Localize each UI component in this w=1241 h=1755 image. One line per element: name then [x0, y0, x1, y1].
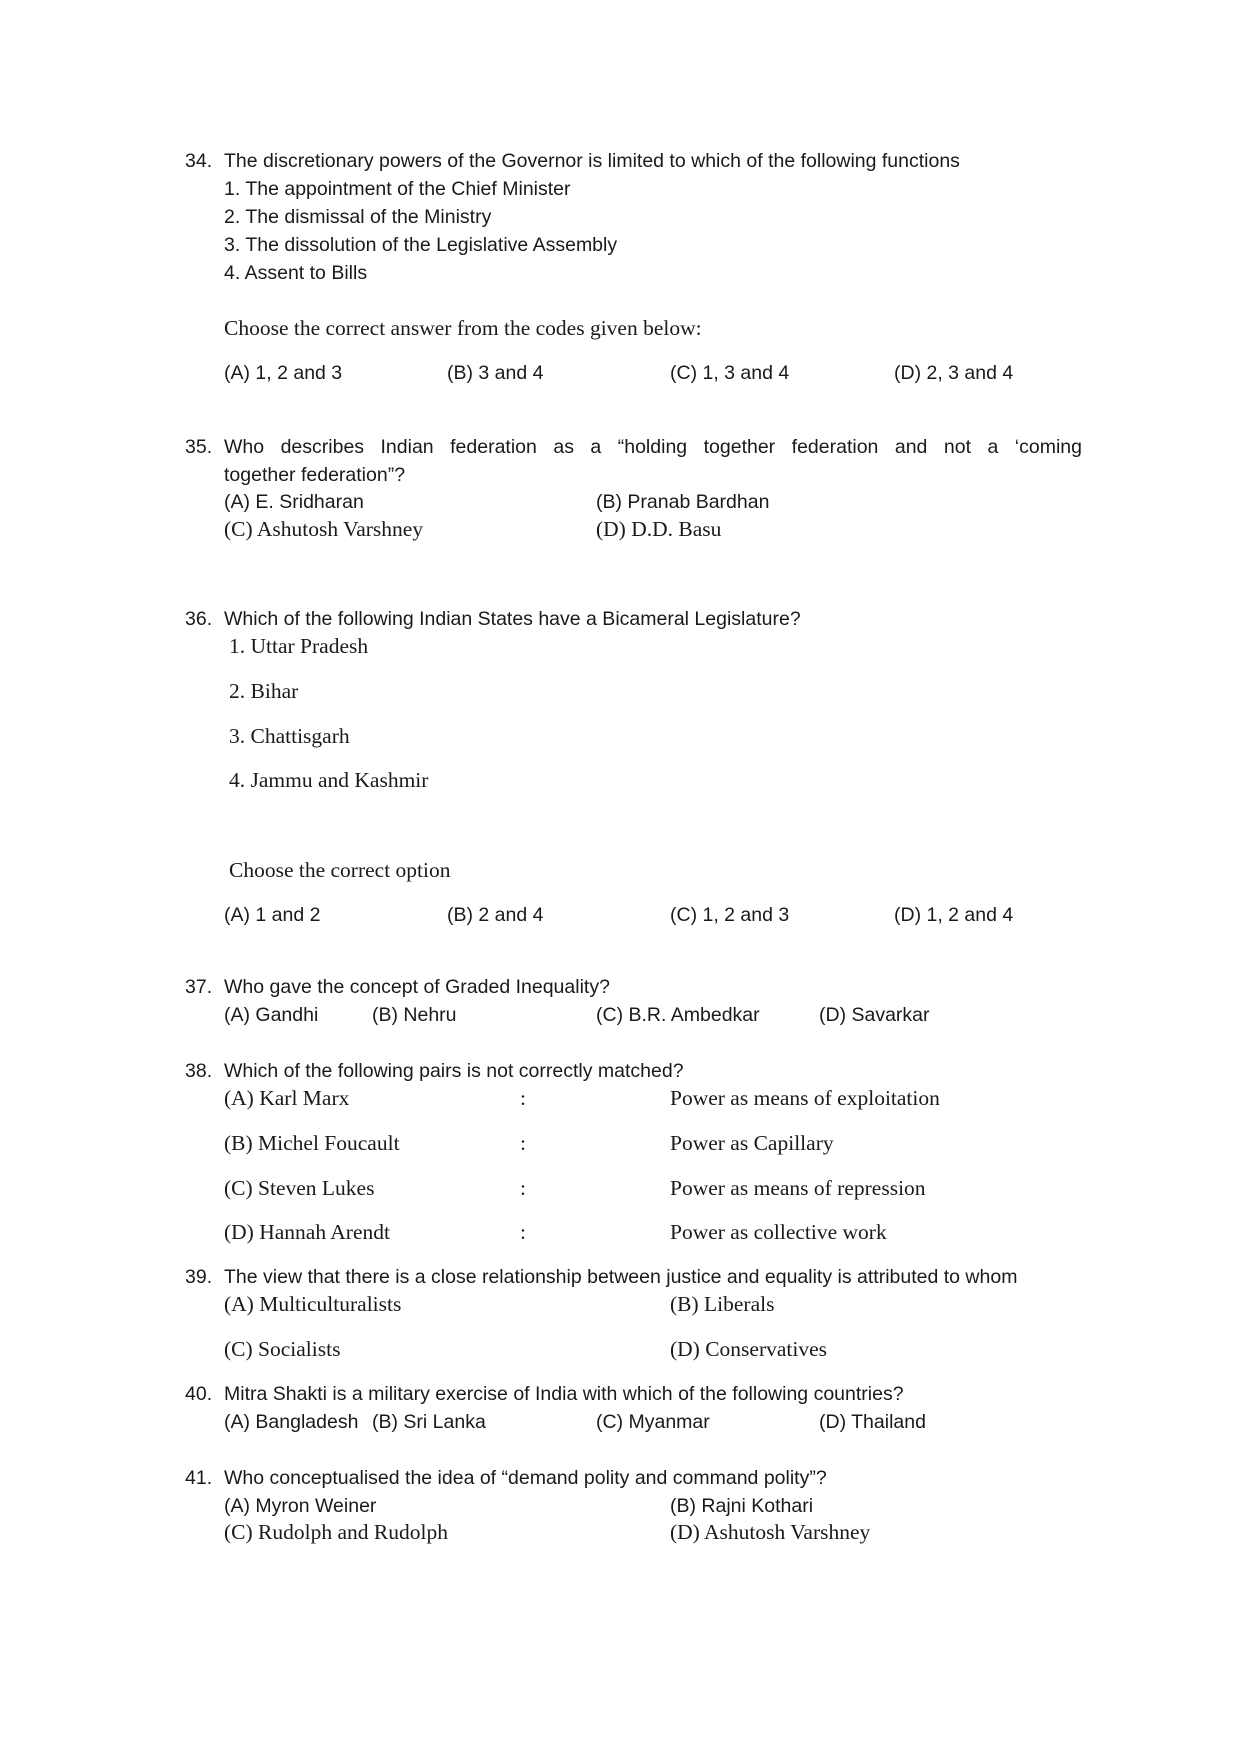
option-c: (C) 1, 2 and 3: [670, 904, 790, 926]
option-c: (C) Ashutosh Varshney: [224, 517, 424, 541]
option-a: (A) E. Sridharan: [224, 491, 364, 513]
option-a: (A) 1 and 2: [224, 904, 321, 926]
pair-right: Power as Capillary: [670, 1131, 834, 1155]
question-number: 38.: [185, 1060, 213, 1082]
pair-left: (C) Steven Lukes: [224, 1176, 375, 1200]
list-item: 2. The dismissal of the Ministry: [224, 206, 492, 228]
list-item: 4. Assent to Bills: [224, 262, 368, 284]
option-d: (D) 2, 3 and 4: [894, 362, 1014, 384]
question-text: The discretionary powers of the Governor is limited to which of the following functions: [224, 150, 960, 172]
option-c: (C) B.R. Ambedkar: [596, 1004, 760, 1026]
pair-separator: :: [520, 1220, 526, 1244]
question-text: Which of the following pairs is not correctly matched?: [224, 1060, 684, 1082]
option-b: (B) 2 and 4: [447, 904, 544, 926]
option-b: (B) Pranab Bardhan: [596, 491, 770, 513]
option-d: (D) 1, 2 and 4: [894, 904, 1014, 926]
option-c: (C) Socialists: [224, 1337, 341, 1361]
option-c: (C) Rudolph and Rudolph: [224, 1520, 448, 1544]
option-a: (A) Bangladesh: [224, 1411, 359, 1433]
question-number: 41.: [185, 1467, 213, 1489]
list-item: 3. The dissolution of the Legislative Assembly: [224, 234, 618, 256]
option-b: (B) Sri Lanka: [372, 1411, 486, 1433]
option-c: (C) Myanmar: [596, 1411, 710, 1433]
pair-separator: :: [520, 1131, 526, 1155]
pair-separator: :: [520, 1176, 526, 1200]
pair-separator: :: [520, 1086, 526, 1110]
option-d: (D) Conservatives: [670, 1337, 828, 1361]
question-text: The view that there is a close relationship between justice and equality is attributed to whom: [224, 1266, 1018, 1288]
option-a: (A) Gandhi: [224, 1004, 319, 1026]
option-d: (D) Ashutosh Varshney: [670, 1520, 871, 1544]
pair-right: Power as collective work: [670, 1220, 887, 1244]
option-c: (C) 1, 3 and 4: [670, 362, 790, 384]
list-item: 1. Uttar Pradesh: [229, 634, 369, 658]
option-b: (B) Nehru: [372, 1004, 457, 1026]
question-number: 36.: [185, 608, 213, 630]
option-b: (B) Rajni Kothari: [670, 1495, 814, 1517]
option-b: (B) Liberals: [670, 1292, 775, 1316]
question-text: Who gave the concept of Graded Inequality?: [224, 976, 610, 998]
option-d: (D) Thailand: [819, 1411, 926, 1433]
option-a: (A) 1, 2 and 3: [224, 362, 343, 384]
pair-left: (A) Karl Marx: [224, 1086, 350, 1110]
instruction: Choose the correct answer from the codes given below:: [224, 316, 702, 340]
list-item: 4. Jammu and Kashmir: [229, 768, 429, 792]
pair-right: Power as means of repression: [670, 1176, 926, 1200]
question-text: Who conceptualised the idea of “demand polity and command polity”?: [224, 1467, 827, 1489]
option-b: (B) 3 and 4: [447, 362, 544, 384]
pair-right: Power as means of exploitation: [670, 1086, 940, 1110]
question-text: Which of the following Indian States have a Bicameral Legislature?: [224, 608, 801, 630]
list-item: 1. The appointment of the Chief Minister: [224, 178, 571, 200]
question-number: 34.: [185, 150, 213, 172]
instruction: Choose the correct option: [229, 858, 451, 882]
list-item: 3. Chattisgarh: [229, 724, 350, 748]
pair-left: (B) Michel Foucault: [224, 1131, 400, 1155]
question-number: 35.: [185, 436, 213, 458]
question-text-continued: together federation”?: [224, 464, 406, 486]
list-item: 2. Bihar: [229, 679, 299, 703]
option-d: (D) D.D. Basu: [596, 517, 722, 541]
option-d: (D) Savarkar: [819, 1004, 930, 1026]
question-number: 37.: [185, 976, 213, 998]
question-number: 39.: [185, 1266, 213, 1288]
option-a: (A) Multiculturalists: [224, 1292, 402, 1316]
question-text: Who describes Indian federation as a “holding together federation and not a ‘coming: [224, 436, 1082, 458]
question-text: Mitra Shakti is a military exercise of India with which of the following countries?: [224, 1383, 904, 1405]
question-number: 40.: [185, 1383, 213, 1405]
option-a: (A) Myron Weiner: [224, 1495, 377, 1517]
pair-left: (D) Hannah Arendt: [224, 1220, 390, 1244]
